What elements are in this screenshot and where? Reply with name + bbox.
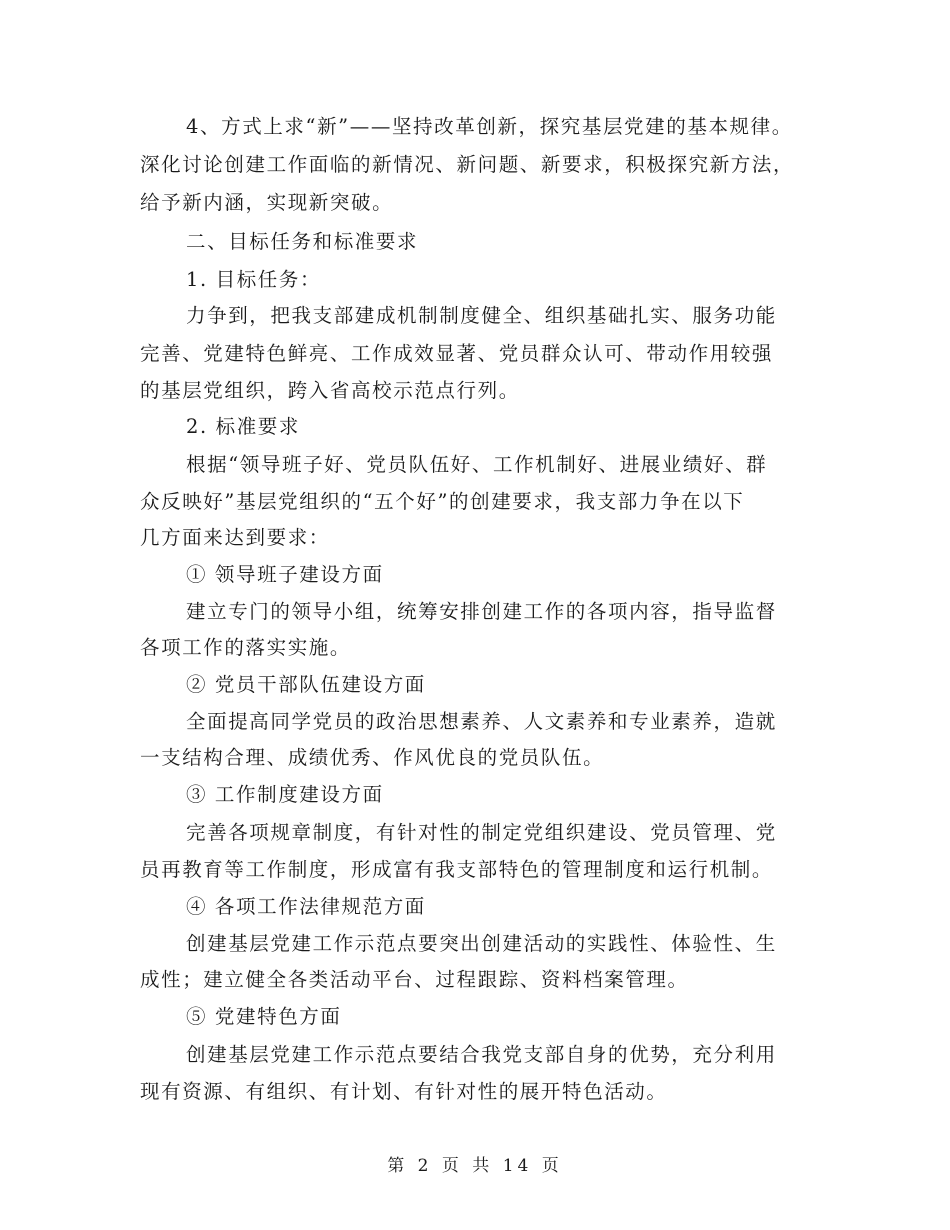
section-heading: 二、目标任务和标准要求: [186, 230, 419, 253]
text-line: 创建基层党建工作示范点要突出创建活动的实践性、体验性、生: [186, 932, 777, 955]
item-heading: ① 领导班子建设方面: [186, 563, 384, 586]
text-line: 根据“领导班子好、党员队伍好、工作机制好、进展业绩好、群: [186, 453, 768, 476]
text-line: 成性；建立健全各类活动平台、过程跟踪、资料档案管理。: [140, 968, 689, 991]
text-line: 一支结构合理、成绩优秀、作风优良的党员队伍。: [140, 746, 605, 769]
text-line: 众反映好”基层党组织的“五个好”的创建要求，我支部力争在以下: [140, 490, 745, 513]
text-line: 几方面来达到要求：: [140, 526, 330, 549]
text-line: 力争到，把我支部建成机制制度健全、组织基础扎实、服务功能: [186, 304, 777, 327]
text-line: 的基层党组织，跨入省高校示范点行列。: [140, 379, 520, 402]
text-line: 深化讨论创建工作面临的新情况、新问题、新要求，积极探究新方法，: [140, 153, 795, 176]
text-line: 完善、党建特色鲜亮、工作成效显著、党员群众认可、带动作用较强: [140, 342, 774, 365]
subsection-heading: 1. 目标任务：: [186, 268, 322, 291]
item-heading: ⑤ 党建特色方面: [186, 1005, 342, 1028]
text-line: 完善各项规章制度，有针对性的制定党组织建设、党员管理、党: [186, 821, 777, 844]
text-line: 各项工作的落实实施。: [140, 636, 352, 659]
text-line: 现有资源、有组织、有计划、有针对性的展开特色活动。: [140, 1080, 668, 1103]
item-heading: ③ 工作制度建设方面: [186, 783, 384, 806]
page-number-footer: 第 2 页 共 14 页: [387, 1156, 563, 1176]
text-line: 4、方式上求“新”——坚持改革创新，探究基层党建的基本规律。: [186, 115, 793, 138]
text-line: 员再教育等工作制度，形成富有我支部特色的管理制度和运行机制。: [140, 858, 774, 881]
text-line: 全面提高同学党员的政治思想素养、人文素养和专业素养，造就: [186, 710, 777, 733]
item-heading: ② 党员干部队伍建设方面: [186, 673, 426, 696]
item-heading: ④ 各项工作法律规范方面: [186, 895, 426, 918]
text-line: 建立专门的领导小组，统筹安排创建工作的各项内容，指导监督: [186, 600, 777, 623]
text-line: 创建基层党建工作示范点要结合我党支部自身的优势，充分利用: [186, 1043, 777, 1066]
subsection-heading: 2. 标准要求: [186, 415, 301, 438]
text-line: 给予新内涵，实现新突破。: [140, 191, 394, 214]
